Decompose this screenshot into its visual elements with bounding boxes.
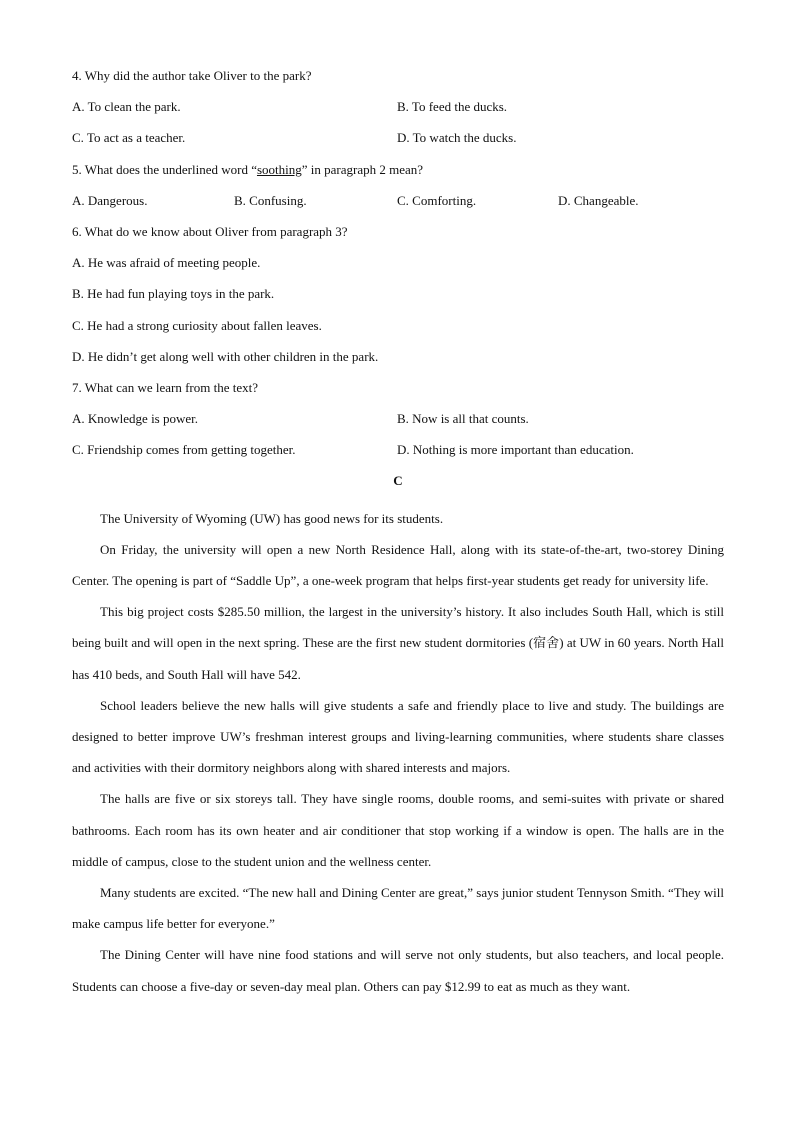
question-4-option-b[interactable]: B. To feed the ducks. — [397, 99, 508, 115]
passage-paragraph-6: Many students are excited. “The new hall and Dining Center are great,” says junior student Tennyson Smith. “They will make campus life better for everyone.” — [72, 885, 724, 932]
question-7-options-row-2 — [72, 440, 724, 471]
question-5-stem — [72, 160, 724, 191]
question-7-options-row-1 — [72, 409, 724, 440]
passage-paragraph-7: The Dining Center will have nine food stations and will serve not only students, but also teachers, and local people. Students can choose a five-day or seven-day meal plan. Others can pay $12.99 to eat as much as they want. — [72, 947, 724, 994]
question-5-option-d[interactable]: D. Changeable. — [558, 192, 639, 208]
passage-paragraph-3: This big project costs $285.50 million, the largest in the university’s history. It also includes South Hall, which is still being built and will open in the next spring. These are the first new student dormitories (宿舍) at UW in 60 years. North Hall has 410 beds, and South Hall will have 542. — [72, 604, 724, 682]
question-5-stem-end: ” in paragraph 2 mean? — [301, 161, 424, 177]
exam-page — [72, 66, 724, 1002]
question-6-option-a[interactable]: A. He was afraid of meeting people. — [72, 255, 261, 271]
question-4-option-d[interactable]: D. To watch the ducks. — [397, 130, 517, 146]
passage-paragraph-5: The halls are five or six storeys tall. They have single rooms, double rooms, and semi-suites with private or shared bathrooms. Each room has its own heater and air conditioner that stop working if a window is open. The halls are in the middle of campus, close to the student union and the wellness center. — [72, 791, 724, 869]
question-5-option-b[interactable]: B. Confusing. — [234, 192, 307, 208]
question-6-option-d[interactable]: D. He didn’t get along well with other children in the park. — [72, 348, 379, 364]
question-5-options-row — [72, 191, 724, 222]
question-6-option-c[interactable]: C. He had a strong curiosity about fallen leaves. — [72, 317, 322, 333]
passage-paragraph-2: On Friday, the university will open a new North Residence Hall, along with its state-of-the-art, two-storey Dining Center. The opening is part of “Saddle Up”, a one-week program that helps first-year students get ready for university life. — [72, 541, 724, 589]
question-4-stem: 4. Why did the author take Oliver to the park? — [72, 68, 312, 83]
question-5-option-a[interactable]: A. Dangerous. — [72, 192, 148, 208]
question-7-option-a[interactable]: A. Knowledge is power. — [72, 411, 199, 427]
question-7-option-c[interactable]: C. Friendship comes from getting together. — [72, 442, 296, 458]
question-6-option-b[interactable]: B. He had fun playing toys in the park. — [72, 286, 275, 302]
question-7-option-d[interactable]: D. Nothing is more important than education. — [397, 442, 634, 458]
question-4-option-c[interactable]: C. To act as a teacher. — [72, 130, 186, 146]
question-4-options-row-1 — [72, 97, 724, 128]
question-5-option-c[interactable]: C. Comforting. — [397, 192, 477, 208]
question-5-stem-start: 5. What does the underlined word “ — [72, 161, 257, 177]
question-6-stem: 6. What do we know about Oliver from paragraph 3? — [72, 223, 348, 239]
question-4-options-row-2 — [72, 128, 724, 159]
section-heading: C — [393, 473, 403, 489]
question-7-option-b[interactable]: B. Now is all that counts. — [397, 411, 529, 427]
passage-paragraph-4: School leaders believe the new halls will give students a safe and friendly place to live and study. The buildings are designed to better improve UW’s freshman interest groups and living-learning communities, where students share classes and activities with their dormitory neighbors along with shared interests and majors. — [72, 697, 724, 776]
question-4-option-a[interactable]: A. To clean the park. — [72, 99, 181, 115]
question-7-stem: 7. What can we learn from the text? — [72, 379, 259, 395]
passage-paragraph-1: The University of Wyoming (UW) has good news for its students. — [100, 510, 444, 526]
underlined-word: soothing — [256, 161, 302, 177]
